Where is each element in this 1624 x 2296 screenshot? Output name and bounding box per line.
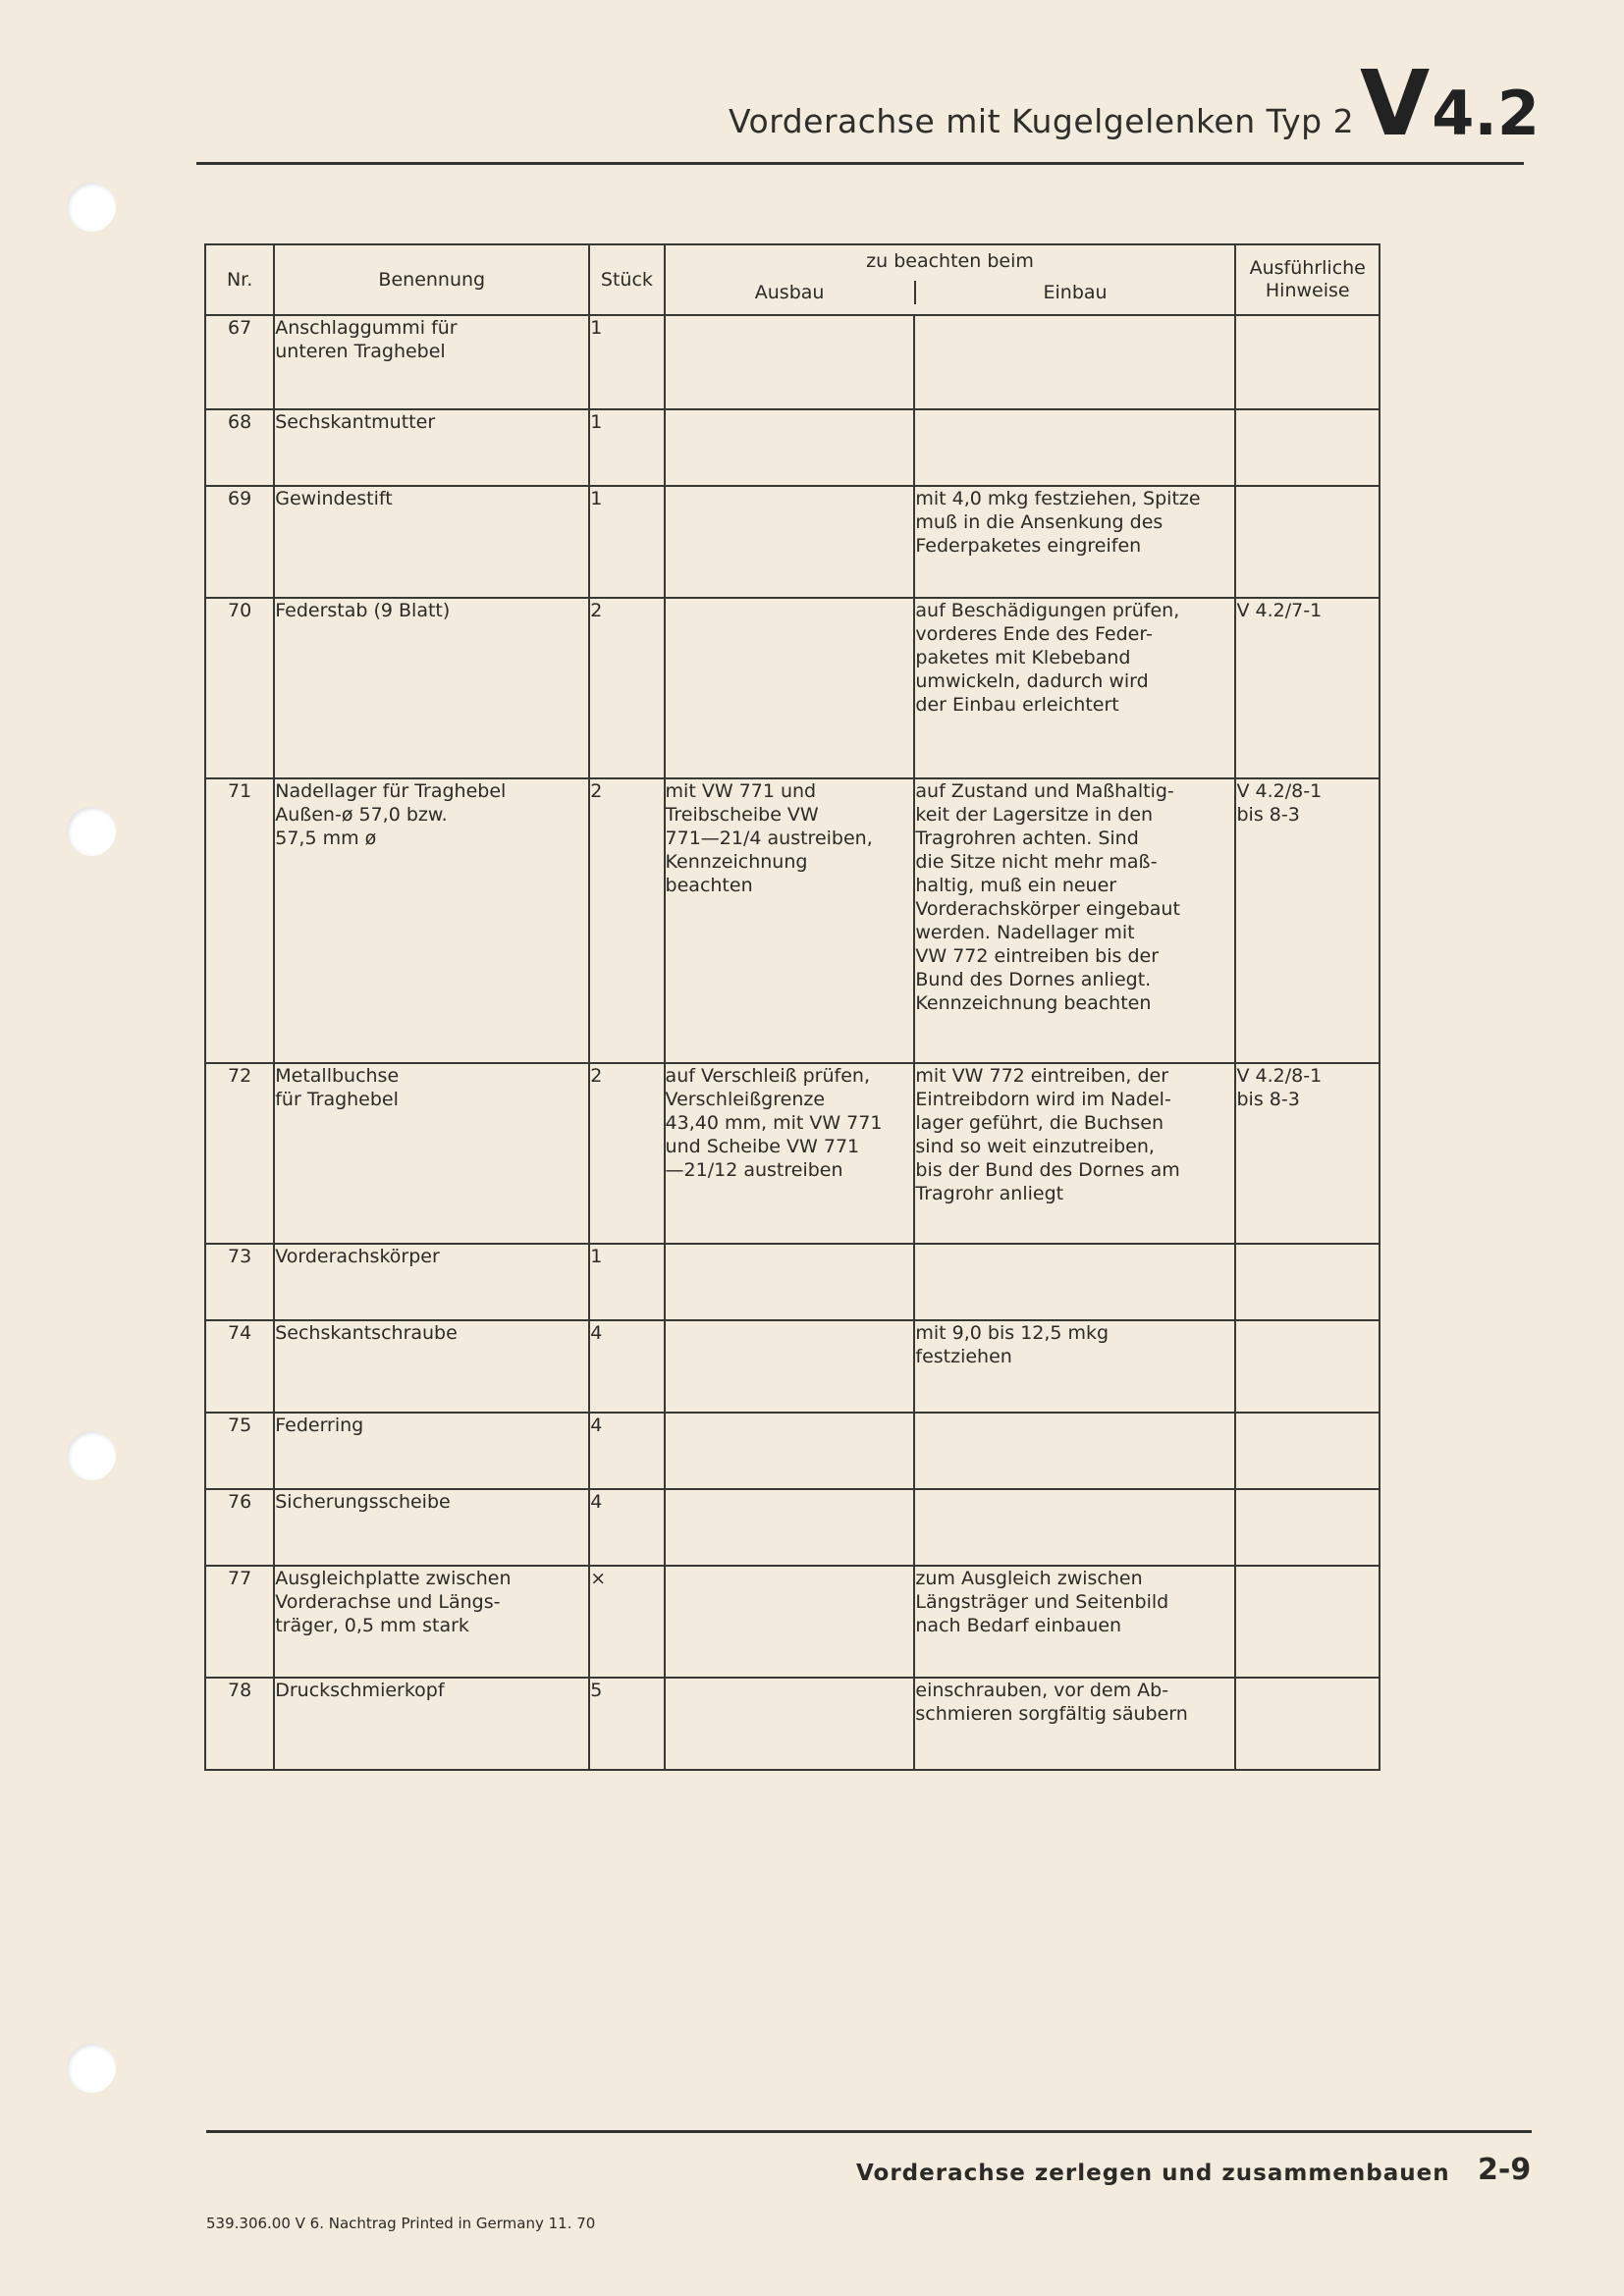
- cell-stueck: 4: [589, 1489, 664, 1566]
- cell-benennung: Vorderachskörper: [274, 1244, 589, 1320]
- cell-nr: 72: [205, 1063, 274, 1244]
- page-number: 2-9: [1478, 2153, 1532, 2187]
- cell-hinweise: [1235, 409, 1380, 486]
- cell-nr: 70: [205, 598, 274, 778]
- parts-table: [204, 243, 1380, 1771]
- cell-nr: 75: [205, 1413, 274, 1489]
- header-ausbau: Ausbau: [666, 281, 916, 304]
- table-row: [205, 778, 1380, 1063]
- binder-hole: [67, 2044, 116, 2093]
- cell-stueck: 2: [589, 1063, 664, 1244]
- cell-benennung: Federring: [274, 1413, 589, 1489]
- cell-ausbau: [665, 486, 915, 598]
- cell-nr: 77: [205, 1566, 274, 1678]
- table-row: [205, 486, 1380, 598]
- section-code: [1360, 51, 1540, 156]
- table-row: [205, 1063, 1380, 1244]
- section-number: 4.2: [1432, 78, 1541, 149]
- cell-benennung: Nadellager für Traghebel Außen-ø 57,0 bzw. 57,5 mm ø: [274, 778, 589, 1063]
- cell-benennung: Sechskantschraube: [274, 1320, 589, 1413]
- table-row: [205, 1489, 1380, 1566]
- cell-ausbau: auf Verschleiß prüfen, Verschleißgrenze 43,40 mm, mit VW 771 und Scheibe VW 771 —21/12 austreiben: [665, 1063, 915, 1244]
- cell-ausbau: [665, 1678, 915, 1770]
- table-row: [205, 598, 1380, 778]
- print-info: 539.306.00 V 6. Nachtrag Printed in Germany 11. 70: [206, 2215, 596, 2232]
- cell-nr: 74: [205, 1320, 274, 1413]
- cell-hinweise: V 4.2/7-1: [1235, 598, 1380, 778]
- cell-einbau: [914, 1413, 1235, 1489]
- header-nr: Nr.: [205, 244, 274, 315]
- page-title: Vorderachse mit Kugelgelenken Typ 2: [729, 102, 1355, 140]
- cell-hinweise: [1235, 1244, 1380, 1320]
- table-header-row: [205, 244, 1380, 315]
- header-zu-beachten: [665, 244, 1236, 315]
- footer-rule: [206, 2130, 1532, 2133]
- cell-hinweise: [1235, 1489, 1380, 1566]
- table-row: [205, 315, 1380, 409]
- header-rule: [196, 162, 1524, 165]
- cell-einbau: [914, 409, 1235, 486]
- table-row: [205, 1244, 1380, 1320]
- cell-ausbau: mit VW 771 und Treibscheibe VW 771—21/4 austreiben, Kennzeichnung beachten: [665, 778, 915, 1063]
- cell-ausbau: [665, 409, 915, 486]
- cell-hinweise: [1235, 486, 1380, 598]
- cell-hinweise: V 4.2/8-1 bis 8-3: [1235, 778, 1380, 1063]
- cell-hinweise: [1235, 1320, 1380, 1413]
- table-row: [205, 1678, 1380, 1770]
- binder-hole: [67, 1431, 116, 1480]
- cell-einbau: mit 9,0 bis 12,5 mkg festziehen: [914, 1320, 1235, 1413]
- cell-hinweise: V 4.2/8-1 bis 8-3: [1235, 1063, 1380, 1244]
- cell-stueck: 4: [589, 1413, 664, 1489]
- cell-einbau: zum Ausgleich zwischen Längsträger und Seitenbild nach Bedarf einbauen: [914, 1566, 1235, 1678]
- header-stueck: Stück: [589, 244, 664, 315]
- cell-ausbau: [665, 1244, 915, 1320]
- cell-benennung: Sechskantmutter: [274, 409, 589, 486]
- cell-stueck: ×: [589, 1566, 664, 1678]
- binder-hole: [67, 183, 116, 232]
- cell-ausbau: [665, 1566, 915, 1678]
- cell-nr: 76: [205, 1489, 274, 1566]
- cell-benennung: Gewindestift: [274, 486, 589, 598]
- cell-einbau: [914, 1244, 1235, 1320]
- table-row: [205, 1566, 1380, 1678]
- header-benennung: Benennung: [274, 244, 589, 315]
- header-zu-beachten-label: zu beachten beim: [866, 250, 1034, 272]
- binder-hole: [67, 807, 116, 856]
- cell-hinweise: [1235, 1413, 1380, 1489]
- cell-ausbau: [665, 598, 915, 778]
- cell-nr: 68: [205, 409, 274, 486]
- cell-einbau: auf Beschädigungen prüfen, vorderes Ende des Feder- paketes mit Klebeband umwickeln, dadurch wird der Einbau erleichtert: [914, 598, 1235, 778]
- cell-stueck: 4: [589, 1320, 664, 1413]
- cell-ausbau: [665, 1413, 915, 1489]
- footer-title: Vorderachse zerlegen und zusammenbauen: [856, 2161, 1450, 2186]
- cell-benennung: Sicherungsscheibe: [274, 1489, 589, 1566]
- cell-stueck: 2: [589, 778, 664, 1063]
- cell-einbau: [914, 315, 1235, 409]
- cell-nr: 69: [205, 486, 274, 598]
- cell-benennung: Metallbuchse für Traghebel: [274, 1063, 589, 1244]
- cell-einbau: mit 4,0 mkg festziehen, Spitze muß in die Ansenkung des Federpaketes eingreifen: [914, 486, 1235, 598]
- cell-benennung: Ausgleichplatte zwischen Vorderachse und Längs- träger, 0,5 mm stark: [274, 1566, 589, 1678]
- cell-hinweise: [1235, 315, 1380, 409]
- cell-stueck: 1: [589, 409, 664, 486]
- cell-stueck: 2: [589, 598, 664, 778]
- cell-stueck: 1: [589, 1244, 664, 1320]
- cell-einbau: auf Zustand und Maßhaltig- keit der Lagersitze in den Tragrohren achten. Sind die Sitze nicht mehr maß- haltig, muß ein neuer Vorderachskörper eingebaut werden. Nadellager mit VW 772 eintreiben bis der Bund des Dornes anliegt. Kennzeichnung beachten: [914, 778, 1235, 1063]
- cell-einbau: mit VW 772 eintreiben, der Eintreibdorn wird im Nadel- lager geführt, die Buchsen sind so weit einzutreiben, bis der Bund des Dornes am Tragrohr anliegt: [914, 1063, 1235, 1244]
- cell-ausbau: [665, 1320, 915, 1413]
- cell-nr: 67: [205, 315, 274, 409]
- cell-einbau: einschrauben, vor dem Ab- schmieren sorgfältig säubern: [914, 1678, 1235, 1770]
- cell-nr: 78: [205, 1678, 274, 1770]
- cell-einbau: [914, 1489, 1235, 1566]
- cell-hinweise: [1235, 1678, 1380, 1770]
- cell-benennung: Federstab (9 Blatt): [274, 598, 589, 778]
- header-einbau: Einbau: [1043, 282, 1108, 303]
- cell-benennung: Anschlaggummi für unteren Traghebel: [274, 315, 589, 409]
- section-letter: V: [1360, 51, 1431, 156]
- cell-nr: 73: [205, 1244, 274, 1320]
- cell-ausbau: [665, 315, 915, 409]
- cell-nr: 71: [205, 778, 274, 1063]
- table-row: [205, 1413, 1380, 1489]
- cell-stueck: 1: [589, 315, 664, 409]
- cell-benennung: Druckschmierkopf: [274, 1678, 589, 1770]
- cell-ausbau: [665, 1489, 915, 1566]
- table-row: [205, 1320, 1380, 1413]
- table-row: [205, 409, 1380, 486]
- header-hinweise: Ausführliche Hinweise: [1235, 244, 1380, 315]
- cell-stueck: 1: [589, 486, 664, 598]
- cell-stueck: 5: [589, 1678, 664, 1770]
- cell-hinweise: [1235, 1566, 1380, 1678]
